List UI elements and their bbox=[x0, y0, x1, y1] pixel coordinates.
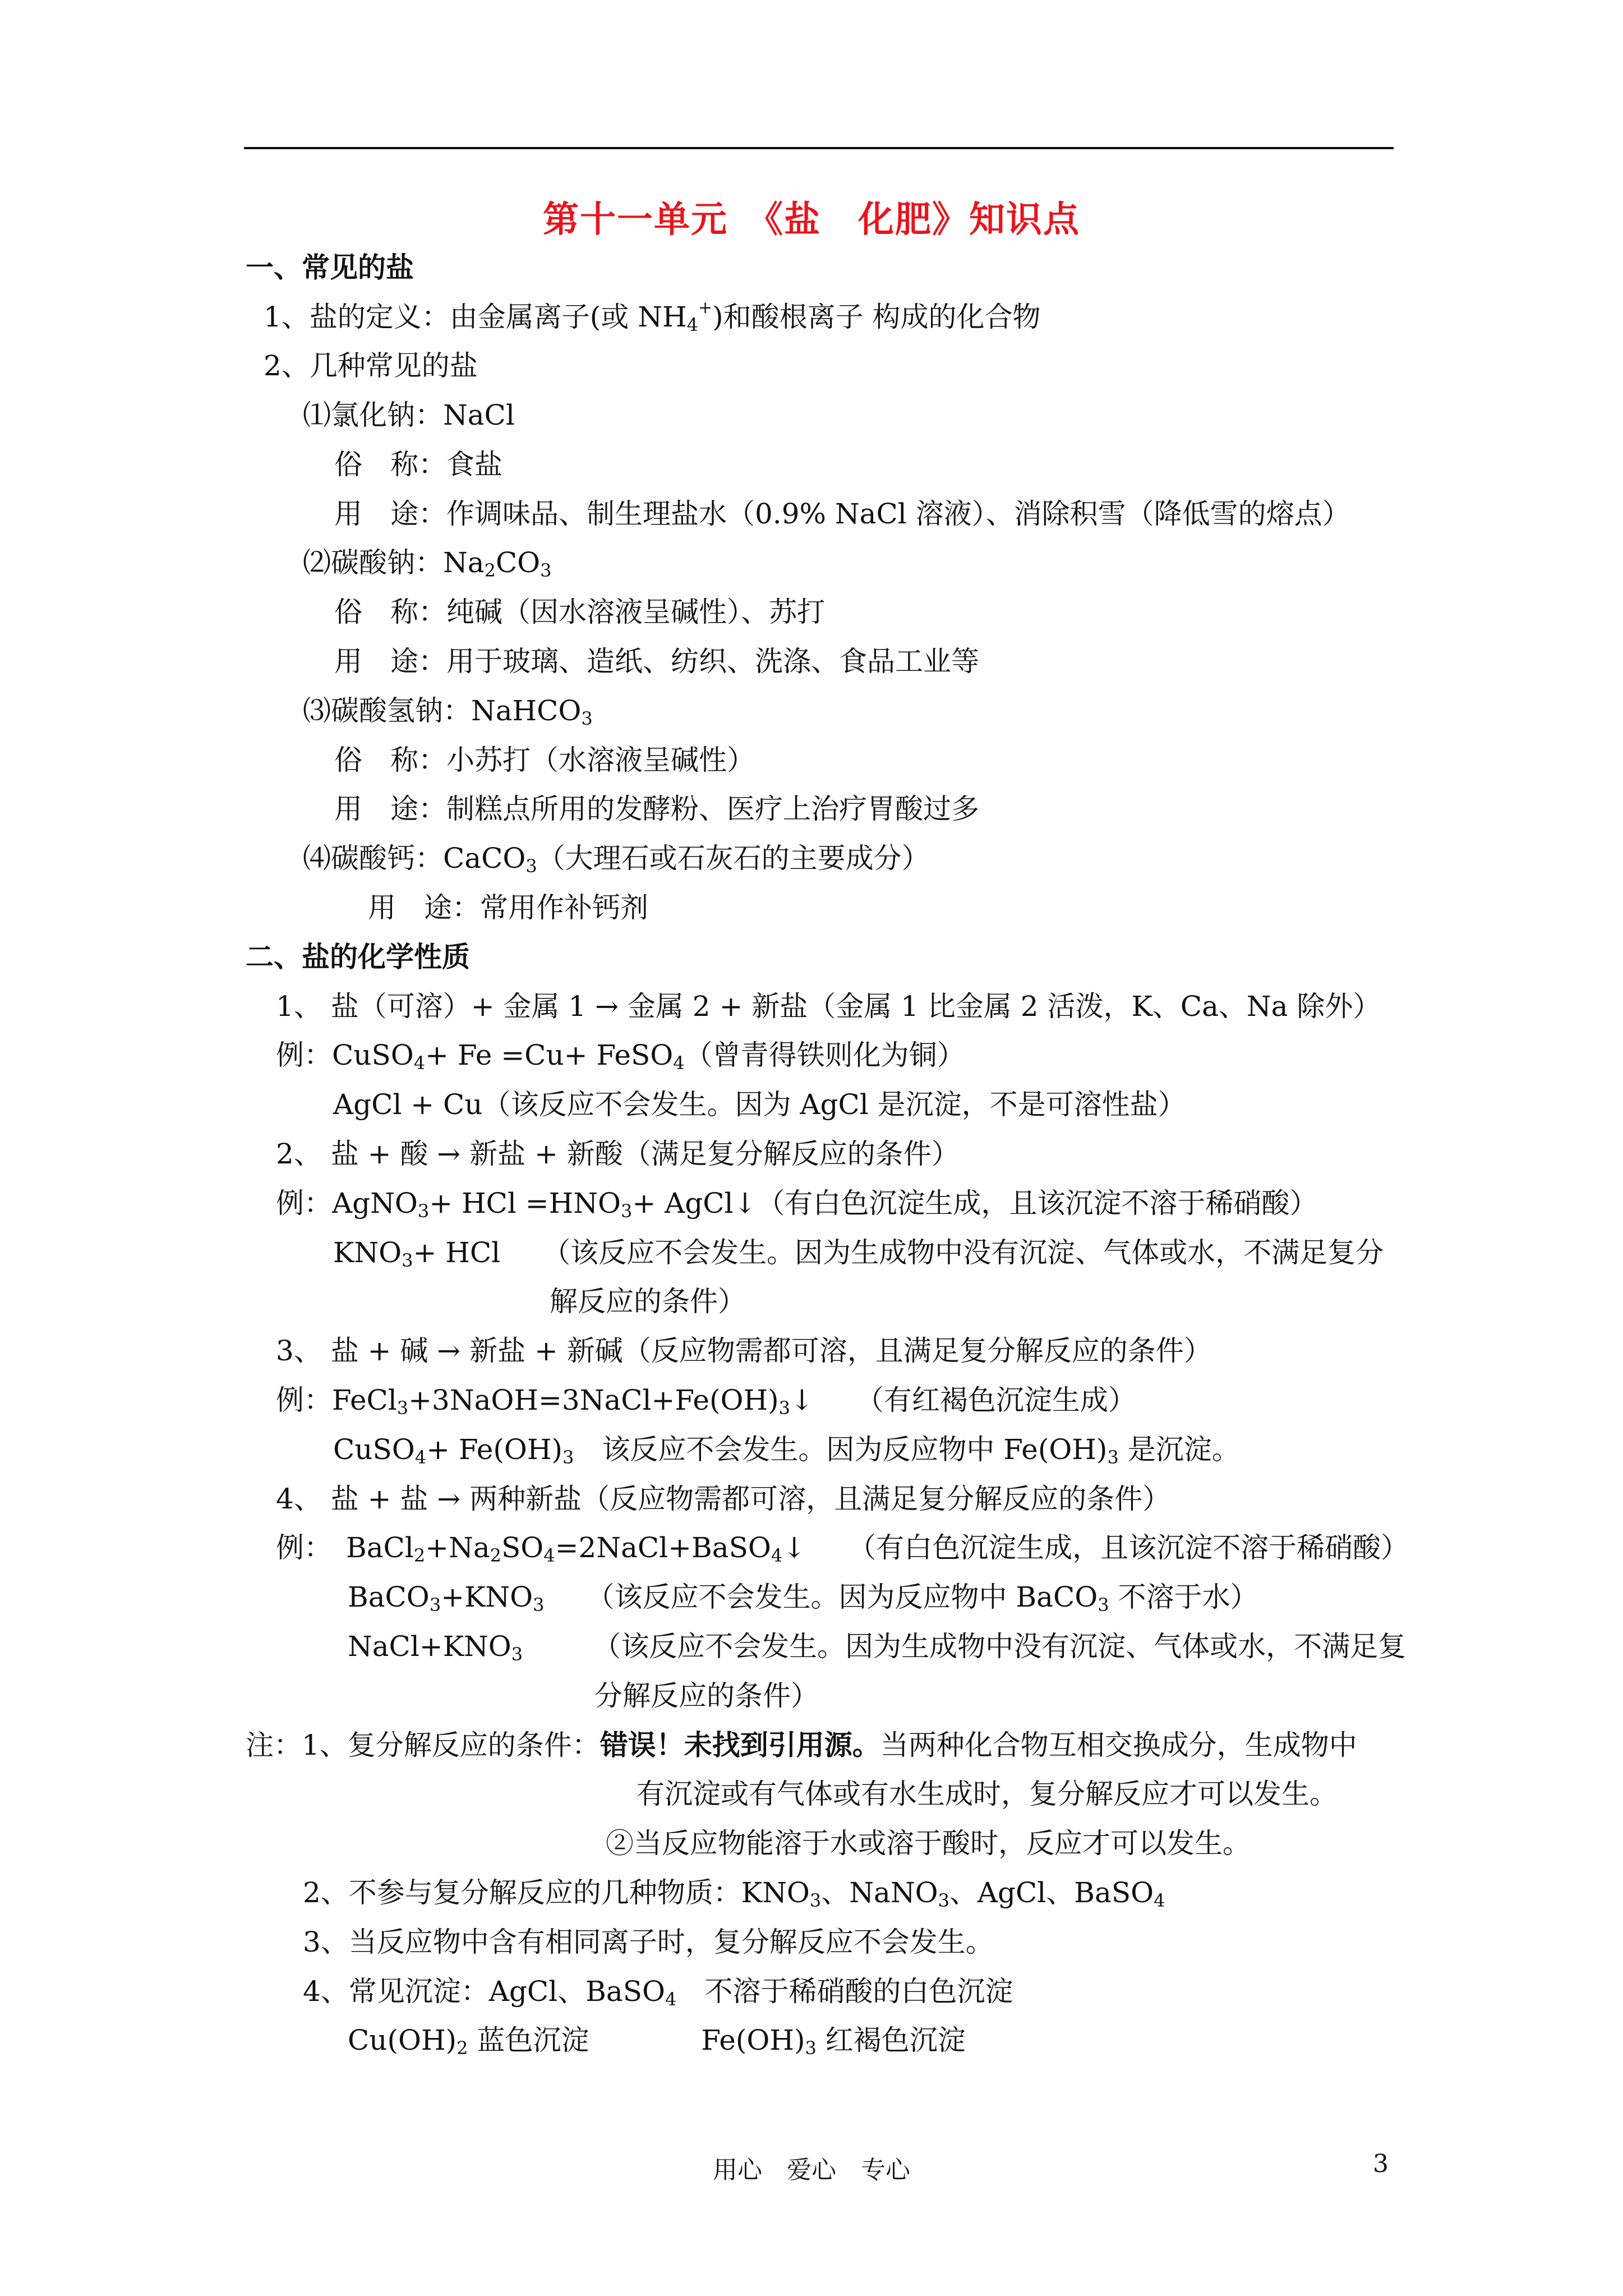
na2co3-common-name: 俗 称：纯碱（因水溶液呈碱性）、苏打 bbox=[334, 596, 825, 628]
example-salt-base-2: CuSO$_4$+ $Fe(OH)_3$ 该反应不会发生。因为反应物中 $Fe(OH)_3$ 是沉淀。 bbox=[333, 1433, 1240, 1468]
reference-error: 错误！未找到引用源。 bbox=[600, 1728, 880, 1761]
example-salt-acid-2: $KNO_3+$ HCl （该反应不会发生。因为生成物中没有沉淀、气体或水，不满足复分 bbox=[333, 1236, 1384, 1271]
example-salt-base: 例：$FeCl_3+3NaOH=3NaCl+Fe(OH)_3↓$ （有红褐色沉淀生成） bbox=[276, 1384, 1136, 1419]
nacl-use: 用 途：作调味品、制生理盐水（0.9% NaCl 溶液）、消除积雪（降低雪的熔点） bbox=[334, 498, 1350, 530]
caco3-use: 用 途：常用作补钙剂 bbox=[368, 891, 648, 924]
header-rule bbox=[244, 147, 1394, 149]
rule-salt-acid: 2、 盐 + 酸 → 新盐 + 新酸（满足复分解反应的条件） bbox=[276, 1138, 960, 1170]
example-salt-metal-2: AgCl + Cu（该反应不会发生。因为 AgCl 是沉淀，不是可溶性盐） bbox=[333, 1088, 1186, 1121]
example-salt-salt-3-cont: 分解反应的条件） bbox=[594, 1680, 819, 1712]
nacl-title: ⑴氯化钠：NaCl bbox=[303, 399, 515, 431]
page-title: 第十一单元 《盐 化肥》知识点 bbox=[543, 199, 1080, 241]
nahco3-title: ⑶碳酸氢钠：NaHCO$_3$ bbox=[303, 694, 593, 729]
example-salt-salt-2: $BaCO_3+KNO_3$ （该反应不会发生。因为反应物中 BaCO$_3$ 不溶于水） bbox=[348, 1581, 1258, 1616]
na2co3-title: ⑵碳酸钠：$Na_2CO_3$ bbox=[303, 546, 552, 581]
nahco3-common-name: 俗 称：小苏打（水溶液呈碱性） bbox=[334, 744, 755, 776]
rule-salt-base: 3、 盐 + 碱 → 新盐 + 新碱（反应物需都可溶，且满足复分解反应的条件） bbox=[276, 1335, 1212, 1367]
nahco3-use: 用 途：制糕点所用的发酵粉、医疗上治疗胃酸过多 bbox=[334, 793, 979, 825]
note-1-cont: 有沉淀或有气体或有水生成时，复分解反应才可以发生。 bbox=[637, 1778, 1338, 1810]
caco3-title: ⑷碳酸钙：CaCO$_3$（大理石或石灰石的主要成分） bbox=[303, 842, 930, 877]
example-salt-metal: 例：CuSO$_4$+ Fe =Cu+ FeSO$_4$（曾青得铁则化为铜） bbox=[276, 1039, 965, 1074]
note-1-item-2: ②当反应物能溶于水或溶于酸时，反应才可以发生。 bbox=[606, 1827, 1251, 1860]
page-number: 3 bbox=[1373, 2150, 1389, 2178]
note-2: 2、不参与复分解反应的几种物质：$KNO_3$、NaNO$_3$、AgCl、BaSO$_4$ bbox=[303, 1876, 1165, 1911]
note-4-cont: $Cu(OH)_2$ 蓝色沉淀 $Fe(OH)_3$ 红褐色沉淀 bbox=[348, 2024, 966, 2059]
section-heading-common-salts: 一、常见的盐 bbox=[246, 251, 414, 284]
na2co3-use: 用 途：用于玻璃、造纸、纺织、洗涤、食品工业等 bbox=[334, 645, 979, 678]
example-salt-salt: 例： $BaCl_2+Na_2SO_4=2NaCl+BaSO_4↓$ （有白色沉淀生成，且该沉淀不溶于稀硝酸） bbox=[276, 1531, 1409, 1566]
rule-salt-metal: 1、 盐（可溶）+ 金属 1 → 金属 2 + 新盐（金属 1 比金属 2 活泼，K、Ca、Na 除外） bbox=[276, 990, 1381, 1023]
example-salt-acid-2-cont: 解反应的条件） bbox=[550, 1285, 746, 1318]
note-3: 3、当反应物中含有相同离子时，复分解反应不会发生。 bbox=[303, 1926, 994, 1958]
note-1: 注：1、复分解反应的条件：错误！未找到引用源。当两种化合物互相交换成分，生成物中 bbox=[246, 1728, 1357, 1761]
note-4: 4、常见沉淀：AgCl、BaSO$_4$ 不溶于稀硝酸的白色沉淀 bbox=[303, 1975, 1013, 2010]
section-heading-salt-chemistry: 二、盐的化学性质 bbox=[246, 940, 470, 973]
example-salt-acid: 例：AgNO$_3$+ HCl $=HNO_3+$ AgCl↓（有白色沉淀生成，且该沉淀不溶于稀硝酸） bbox=[276, 1187, 1318, 1222]
footer-motto: 用心 爱心 专心 bbox=[713, 2156, 910, 2184]
common-salts-subheading: 2、几种常见的盐 bbox=[264, 349, 478, 382]
example-salt-salt-3: $NaCl+KNO_3$ （该反应不会发生。因为生成物中没有沉淀、气体或水，不满足复 bbox=[348, 1630, 1407, 1665]
salt-definition: 1、盐的定义：由金属离子(或 $NH_4^+$)和酸根离子 构成的化合物 bbox=[264, 298, 1041, 335]
nacl-common-name: 俗 称：食盐 bbox=[334, 448, 502, 481]
rule-salt-salt: 4、 盐 + 盐 → 两种新盐（反应物需都可溶，且满足复分解反应的条件） bbox=[276, 1483, 1171, 1515]
